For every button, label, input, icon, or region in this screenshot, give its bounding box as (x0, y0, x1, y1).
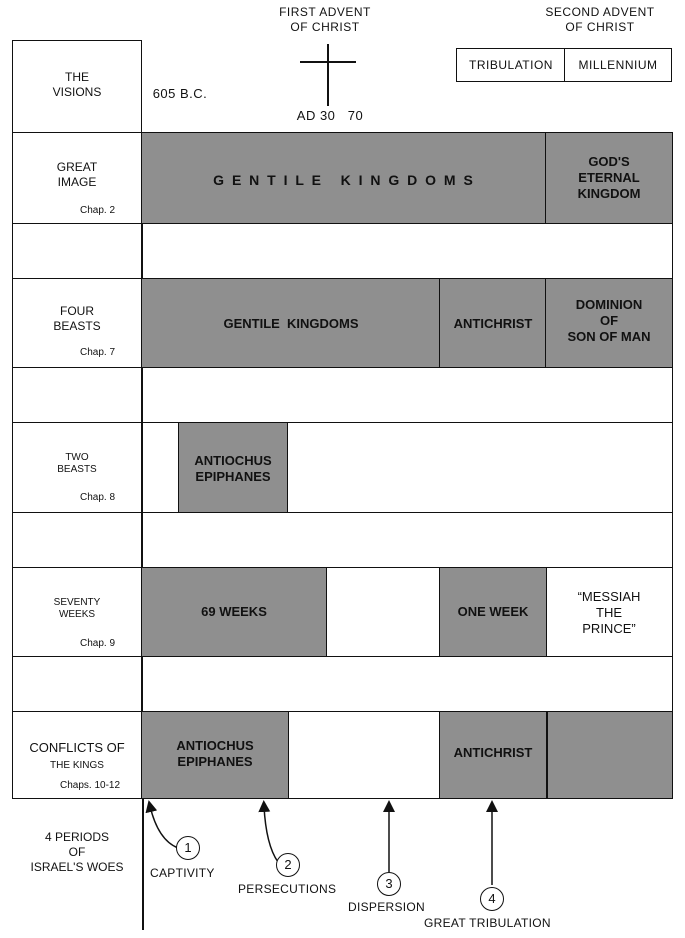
four-beasts-antichrist-text: ANTICHRIST (453, 316, 533, 331)
four-beasts-gentile-text: GENTILE KINGDOMS (223, 316, 359, 331)
millennium-label: MILLENNIUM (578, 58, 658, 72)
great-image-label: GREAT IMAGE (56, 160, 98, 189)
conflicts-chap: Chaps. 10-12 (60, 780, 121, 791)
period-2-text: PERSECUTIONS (238, 882, 337, 896)
conflicts-label-2: THE KINGS (50, 760, 104, 771)
conflicts-antiochus-text: ANTIOCHUS EPIPHANES (176, 738, 254, 769)
first-advent-label: FIRST ADVENT OF CHRIST (279, 5, 371, 34)
tribulation-label: TRIBULATION (469, 58, 553, 72)
periods-label: 4 PERIODS OF ISRAEL'S WOES (30, 830, 124, 874)
period-3-number: 3 (377, 872, 401, 896)
period-3-text: DISPERSION (348, 900, 426, 914)
great-image-chap: Chap. 2 (80, 205, 116, 216)
great-image-gentile-text: G E N T I L E K I N G D O M S (213, 172, 475, 188)
visions-label: THE VISIONS (52, 70, 102, 99)
period-1-number: 1 (176, 836, 200, 860)
messiah-prince-text: “MESSIAH THE PRINCE” (577, 589, 641, 636)
ad-dates: AD 30 70 (296, 108, 364, 123)
sixty-nine-weeks-text: 69 WEEKS (201, 604, 267, 619)
two-beasts-label: TWO BEASTS (57, 452, 97, 475)
period-2-number: 2 (276, 853, 300, 877)
period-4-number: 4 (480, 887, 504, 911)
dominion-text: DOMINION OF SON OF MAN (567, 297, 651, 344)
conflicts-antichrist-text: ANTICHRIST (453, 745, 533, 760)
four-beasts-chap: Chap. 7 (80, 347, 116, 358)
seventy-weeks-label: SEVENTY WEEKS (53, 597, 101, 620)
two-beasts-antiochus-text: ANTIOCHUS EPIPHANES (194, 453, 272, 484)
seventy-weeks-chap: Chap. 9 (80, 638, 116, 649)
period-1-text: CAPTIVITY (150, 866, 215, 880)
two-beasts-chap: Chap. 8 (80, 492, 116, 503)
second-advent-label: SECOND ADVENT OF CHRIST (545, 5, 655, 34)
period-4-text: GREAT TRIBULATION (424, 916, 551, 930)
conflicts-label: CONFLICTS OF (29, 740, 125, 755)
four-beasts-label: FOUR BEASTS (53, 304, 101, 333)
one-week-text: ONE WEEK (457, 604, 529, 619)
bc-date: 605 B.C. (152, 86, 208, 101)
eternal-kingdom-text: GOD'S ETERNAL KINGDOM (577, 154, 641, 201)
